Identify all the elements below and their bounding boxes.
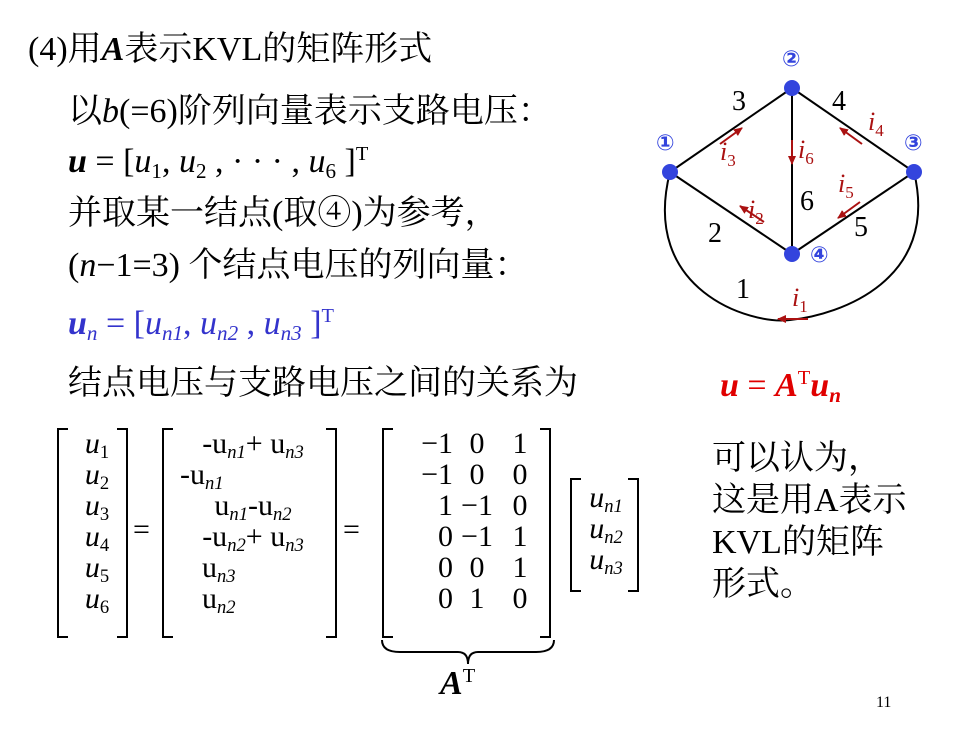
current-arrow-4 [840,128,862,144]
current-label-5: $i_5$ [838,169,854,202]
node-label-1: ① [656,131,675,156]
matrix-u [70,427,124,619]
current-label-6: $i_6$ [798,135,814,168]
matrix-a-row: −1 0 0 [421,458,528,491]
title-post: 表示KVL的矩阵形式 [124,31,433,68]
page-number: 11 [876,694,892,711]
branch-voltage-intro: 以b(=6)阶列向量表示支路电压： [68,93,552,130]
kvl-formula: $u = A^Tu_n$ [720,366,841,407]
circuit-graph [640,40,940,340]
side-note-line: 这是用A表示 [712,482,907,519]
reference-node-text: 并取某一结点(取④)为参考， [68,195,499,232]
bracket-u-left [57,428,68,638]
matrix-un-entry: $u_{n3}$ [589,543,623,580]
underbrace-label: $A^T$ [440,664,476,702]
title-pre: 用 [67,31,102,68]
matrix-u-entry: $u_1$ [84,427,110,464]
matrix-expr-entry: $u_{n1}-u_{n2}$ [214,489,292,526]
branch-label-3: 3 [732,86,746,117]
matrix-un [578,481,634,580]
branch-label-5: 5 [854,212,868,243]
current-label-2: $i_2$ [748,195,764,228]
equals-sign-2: = [343,513,360,546]
matrix-u-entry: $u_5$ [84,551,110,588]
matrix-expr-entry: $-u_{n1}$ [180,458,224,495]
side-note-line: 可以认为， [712,440,882,477]
matrix-expr-entry: $u_{n3}$ [202,551,236,588]
title-matrix-a: A [101,31,125,68]
matrix-u-entry: $u_3$ [84,489,110,526]
current-label-1: $i_1$ [792,283,808,316]
matrix-a-row: 0 1 0 [438,582,528,615]
node-label-2: ② [782,47,801,72]
side-note-line: KVL的矩阵 [712,524,884,561]
matrix-u-entry: $u_4$ [84,520,110,557]
branch-voltage-vector: $u = [u_1$, $u_2$ , · · · , $u_6$ ]$^T$ [68,142,369,183]
matrix-expr-entry: $u_{n2}$ [202,582,236,619]
matrix-expr-entry: $-u_{n1}+ u_{n3}$ [202,427,304,464]
relation-text: 结点电压与支路电压之间的关系为 [68,365,578,402]
bracket-un-right [628,478,639,592]
side-note-line: 形式。 [712,566,814,603]
branch-2-edge [670,172,792,254]
matrix-expr-entry: $-u_{n2}+ u_{n3}$ [202,520,304,557]
matrix-un-entry: $u_{n1}$ [589,481,623,518]
matrix-a-row: 0 0 1 [438,551,528,584]
matrix-a-row: 0 −1 1 [438,520,528,553]
matrix-a-transpose [392,428,548,614]
matrix-u-entry: $u_2$ [84,458,110,495]
current-label-3: $i_3$ [720,137,736,170]
node-voltage-vector: $u_n = [u_{n1}$, $u_{n2}$ , $u_{n3}$ ]$^T$ [68,304,334,345]
matrix-a-row: 1 −1 0 [438,489,528,522]
branch-label-6: 6 [800,186,814,217]
node-3-dot [906,164,922,180]
branch-label-1: 1 [736,274,750,305]
equals-sign-1: = [133,513,150,546]
node-4-dot [784,246,800,262]
node-voltage-intro: (n−1=3) 个结点电压的列向量： [68,247,529,284]
matrix-u-entry: $u_6$ [84,582,110,619]
matrix-un-entry: $u_{n2}$ [589,512,623,549]
bracket-a-right [540,428,551,638]
side-note [712,438,907,606]
node-label-4: ④ [810,243,829,268]
node-1-dot [662,164,678,180]
current-label-4: $i_4$ [868,107,884,140]
node-2-dot [784,80,800,96]
branch-label-2: 2 [708,218,722,249]
bracket-mid-right [326,428,337,638]
slide-title [28,30,432,70]
matrix-expressions [172,427,334,619]
title-number: (4) [28,31,68,68]
bracket-u-right [117,428,128,638]
underbrace [380,638,556,666]
matrix-a-row: −1 0 1 [421,427,528,460]
node-label-3: ③ [904,131,923,156]
branch-label-4: 4 [832,86,846,117]
